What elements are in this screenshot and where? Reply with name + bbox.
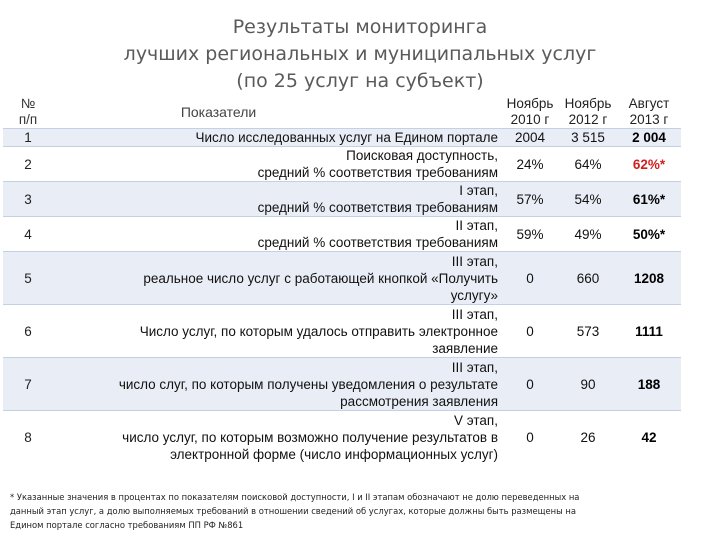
header-number: № п/п xyxy=(3,96,53,129)
title-line-2: лучших региональных и муниципальных услуг xyxy=(123,43,597,65)
value-nov-2010: 0 xyxy=(526,323,534,339)
results-table-container xyxy=(3,96,681,463)
header-nov-2012: Ноябрь 2012 г xyxy=(559,96,617,129)
value-aug-2013: 2 004 xyxy=(632,130,666,145)
table-row xyxy=(3,305,681,358)
value-nov-2012: 54% xyxy=(574,191,602,207)
footnote xyxy=(10,490,700,532)
value-nov-2012: 64% xyxy=(574,156,602,172)
row-number: 4 xyxy=(24,226,32,242)
table-row xyxy=(3,252,681,305)
title-line-3: (по 25 услуг на субъект) xyxy=(236,70,484,92)
row-indicator: Число исследованных услуг на Едином портале xyxy=(195,130,498,145)
table-row xyxy=(3,147,681,182)
header-indicators: Показатели xyxy=(53,96,501,129)
table-row xyxy=(3,217,681,252)
row-number: 5 xyxy=(24,270,32,286)
row-indicator: III этап, число слуг, по которым получены уведомления о результате рассмотрения заявления xyxy=(118,359,498,409)
row-indicator: I этап, средний % соответствия требованиям xyxy=(257,183,498,215)
value-nov-2010: 57% xyxy=(516,191,544,207)
value-nov-2010: 24% xyxy=(516,156,544,172)
page-title xyxy=(0,14,720,95)
value-nov-2012: 49% xyxy=(574,226,602,242)
row-number: 7 xyxy=(24,376,32,392)
row-indicator: III этап, Число услуг, по которым удалось отправить электронное заявление xyxy=(139,306,498,356)
row-indicator: III этап, реальное число услуг с работающей кнопкой «Получить услугу» xyxy=(143,253,498,303)
value-nov-2010: 0 xyxy=(526,270,534,286)
row-number: 8 xyxy=(24,429,32,445)
value-nov-2010: 59% xyxy=(516,226,544,242)
value-nov-2012: 90 xyxy=(580,376,596,392)
value-aug-2013: 61%* xyxy=(632,191,666,207)
value-nov-2012: 26 xyxy=(580,429,596,445)
value-nov-2012: 3 515 xyxy=(571,130,605,145)
row-number: 3 xyxy=(24,191,32,207)
value-nov-2010: 0 xyxy=(526,376,534,392)
results-table xyxy=(3,96,681,463)
table-row xyxy=(3,358,681,411)
title-line-1: Результаты мониторинга xyxy=(232,16,488,38)
value-nov-2010: 2004 xyxy=(514,130,546,145)
value-nov-2012: 660 xyxy=(576,270,600,286)
value-aug-2013: 188 xyxy=(637,376,661,392)
value-nov-2012: 573 xyxy=(576,323,600,339)
footnote-line: * Указанные значения в процентах по показателям поисковой доступности, I и II этапам обозначают не долю переведенных на xyxy=(10,492,580,502)
row-number: 2 xyxy=(24,156,32,172)
row-indicator: Поисковая доступность, средний % соответствия требованиям xyxy=(257,148,498,180)
value-aug-2013: 62%* xyxy=(632,156,666,172)
header-nov-2010: Ноябрь 2010 г xyxy=(501,96,559,129)
table-row xyxy=(3,182,681,217)
row-number: 6 xyxy=(24,323,32,339)
value-aug-2013: 42 xyxy=(641,429,657,445)
row-indicator: II этап, средний % соответствия требованиям xyxy=(257,218,498,250)
value-aug-2013: 50%* xyxy=(632,226,666,242)
table-header-row xyxy=(3,96,681,129)
value-aug-2013: 1111 xyxy=(635,323,663,339)
footnote-line: Едином портале согласно требованиям ПП РФ №861 xyxy=(10,520,244,530)
value-nov-2010: 0 xyxy=(526,429,534,445)
table-row xyxy=(3,411,681,464)
table-row xyxy=(3,129,681,147)
value-aug-2013: 1208 xyxy=(633,270,665,286)
header-aug-2013: Август 2013 г xyxy=(617,96,681,129)
row-indicator: V этап, число услуг, по которым возможно получение результатов в электронной форме (число информационных услуг) xyxy=(122,412,498,462)
footnote-line: данный этап услуг, а долю выполняемых требований в отношении сведений об услугах, которые должны быть размещены на xyxy=(10,506,576,516)
row-number: 1 xyxy=(24,130,32,145)
